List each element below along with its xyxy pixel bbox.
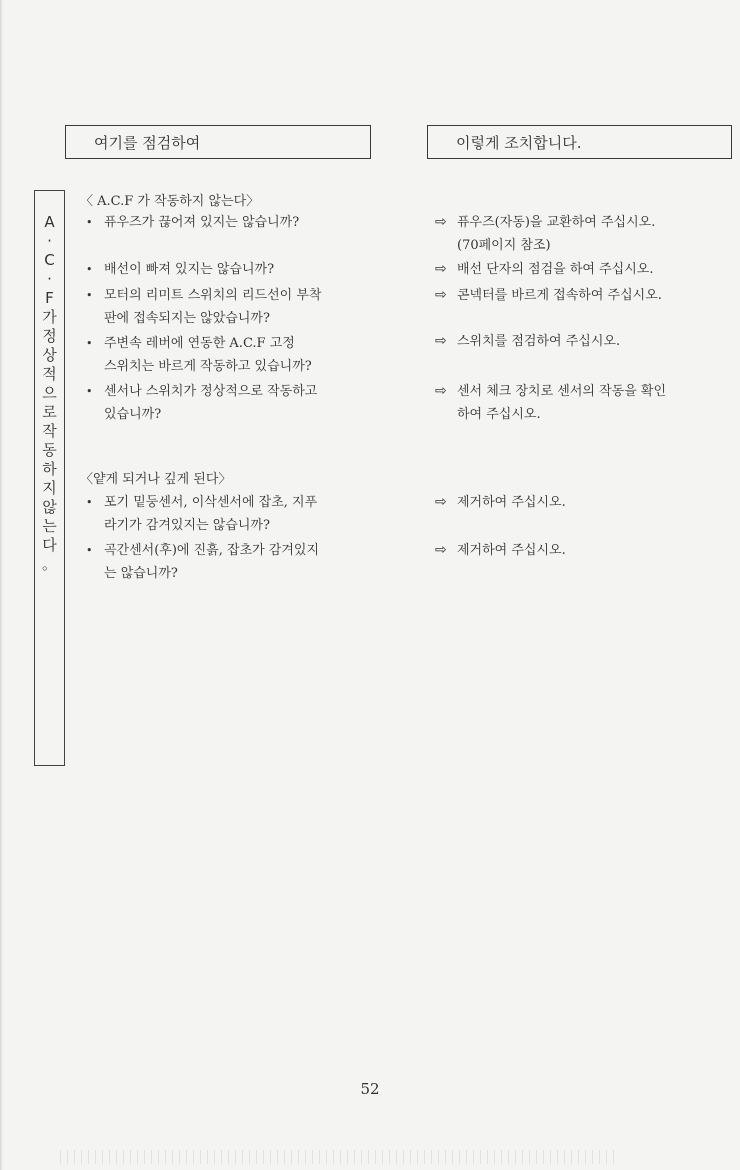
section-title-acf-not-working: 〈 A.C.F 가 작동하지 않는다〉 [80,194,260,209]
scan-artifact [60,1150,620,1164]
action-item-text: 스위치를 점검하여 주십시오. [457,334,621,349]
check-item [86,258,370,281]
action-item [435,284,725,307]
action-item-text: 배선 단자의 점검을 하여 주십시오. [457,262,654,277]
bullet-icon: • [86,289,93,302]
side-title-char: 는 [42,517,57,535]
action-header-label: 이렇게 조치합니다. [456,134,582,152]
arrow-right-icon: ⇨ [435,494,447,510]
action-header [427,125,732,159]
action-item [435,330,725,353]
action-item-text: 제거하여 주십시오. [457,495,566,510]
action-item [435,380,725,426]
check-item-text: 모터의 리미트 스위치의 리드선이 부착 판에 접속되지는 않았습니까? [104,288,322,326]
arrow-right-icon: ⇨ [435,333,447,349]
check-item [86,332,370,378]
check-item-text: 센서나 스위치가 정상적으로 작동하고 있습니까? [104,384,318,422]
check-header [65,125,371,159]
side-title-char: F [45,289,54,307]
bullet-icon: • [86,544,93,557]
arrow-right-icon: ⇨ [435,287,447,303]
check-item [86,211,370,234]
check-item [86,491,370,537]
bullet-icon: • [86,337,93,350]
action-item-text: 제거하여 주십시오. [457,543,566,558]
side-title-char: 으 [42,384,57,402]
side-title-char: 다 [42,536,57,554]
action-item-text: 콘넥터를 바르게 접속하여 주십시오. [457,288,662,303]
arrow-right-icon: ⇨ [435,542,447,558]
check-item-text: 배선이 빠져 있지는 않습니까? [104,262,275,277]
action-item-text: 퓨우즈(자동)을 교환하여 주십시오. (70페이지 참조) [457,215,656,253]
side-title-char: · [47,270,52,288]
check-item-text: 주변속 레버에 연동한 A.C.F 고정 스위치는 바르게 작동하고 있습니까? [104,336,312,374]
page-number: 52 [360,1080,380,1098]
side-title-char: 적 [42,365,57,383]
arrow-right-icon: ⇨ [435,383,447,399]
bullet-icon: • [86,263,93,276]
side-title-char: · [47,232,52,250]
bullet-icon: • [86,496,93,509]
arrow-right-icon: ⇨ [435,261,447,277]
action-item [435,211,725,257]
side-title-char: 상 [42,346,57,364]
action-item [435,539,725,562]
check-item [86,539,370,585]
check-header-label: 여기를 점검하여 [94,134,201,152]
side-title-char: A [44,213,55,231]
check-item [86,284,370,330]
side-title-char: 지 [42,479,57,497]
side-title-char: 작 [42,422,57,440]
arrow-right-icon: ⇨ [435,214,447,230]
side-title-char: 。 [41,555,57,573]
side-title-char: C [44,251,55,269]
side-title-box [34,190,65,766]
side-title-char: 가 [42,308,57,326]
side-title-char: 동 [42,441,57,459]
side-title-char: 하 [42,460,57,478]
side-title-char: 않 [42,498,57,516]
check-item-text: 포기 밑둥센서, 이삭센서에 잡초, 지푸 라기가 감겨있지는 않습니까? [104,495,318,533]
side-title [35,213,64,574]
bullet-icon: • [86,385,93,398]
check-item-text: 곡간센서(후)에 진흙, 잡초가 감겨있지 는 않습니까? [104,543,320,581]
bullet-icon: • [86,216,93,229]
scan-edge [0,0,3,1170]
section-title-depth-issue: 〈얕게 되거나 깊게 된다〉 [80,472,232,487]
action-item [435,491,725,514]
side-title-char: 로 [42,403,57,421]
check-item-text: 퓨우즈가 끊어져 있지는 않습니까? [104,215,300,230]
check-item [86,380,370,426]
action-item-text: 센서 체크 장치로 센서의 작동을 확인 하여 주십시오. [457,384,667,422]
side-title-char: 정 [42,327,57,345]
action-item [435,258,725,281]
